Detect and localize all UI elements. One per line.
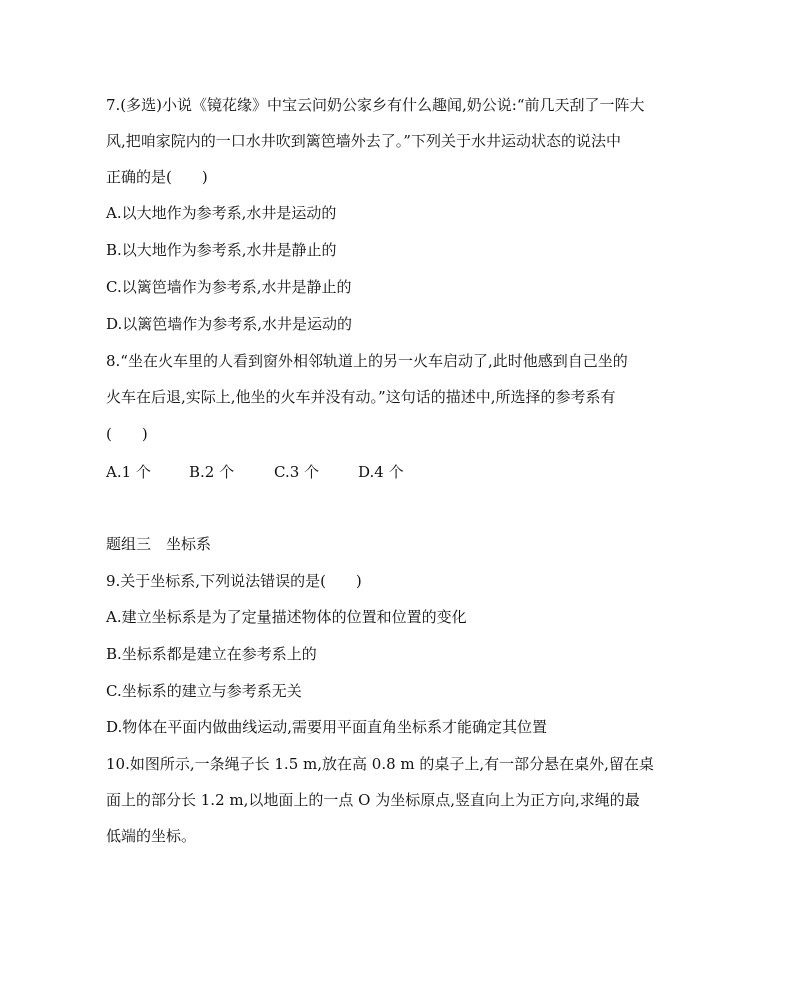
- question-9-option-c: C.坐标系的建立与参考系无关: [106, 682, 302, 700]
- question-7-stem-line-2: 风,把咱家院内的一口水井吹到篱笆墙外去了。”下列关于水井运动状态的说法中: [106, 132, 621, 150]
- question-8-option-b: B.2 个: [189, 463, 235, 481]
- section-heading: 题组三 坐标系: [106, 535, 212, 553]
- question-8-stem-line-1: 8.“坐在火车里的人看到窗外相邻轨道上的另一火车启动了,此时他感到自己坐的: [106, 352, 628, 370]
- question-9-option-a: A.建立坐标系是为了定量描述物体的位置和位置的变化: [106, 608, 467, 626]
- question-8-option-c: C.3 个: [274, 463, 320, 481]
- question-8-stem-line-2: 火车在后退,实际上,他坐的火车并没有动。”这句话的描述中,所选择的参考系有: [106, 388, 616, 406]
- question-7-stem-line-3: 正确的是( ): [106, 168, 208, 186]
- question-8-option-a: A.1 个: [106, 463, 151, 481]
- question-8-options: [106, 462, 404, 482]
- question-9-option-d: D.物体在平面内做曲线运动,需要用平面直角坐标系才能确定其位置: [106, 718, 548, 736]
- question-7-option-d: D.以篱笆墙作为参考系,水井是运动的: [106, 315, 353, 333]
- question-8-stem-line-3: ( ): [106, 425, 148, 443]
- question-7-option-a: A.以大地作为参考系,水井是运动的: [106, 204, 337, 222]
- question-7-option-c: C.以篱笆墙作为参考系,水井是静止的: [106, 278, 352, 296]
- question-10-stem-line-3: 低端的坐标。: [106, 827, 197, 845]
- question-7-stem-line-1: 7.(多选)小说《镜花缘》中宝云问奶公家乡有什么趣闻,奶公说:“前几天刮了一阵大: [106, 96, 645, 114]
- question-9-option-b: B.坐标系都是建立在参考系上的: [106, 645, 317, 663]
- question-7-option-b: B.以大地作为参考系,水井是静止的: [106, 241, 337, 259]
- question-10-stem-line-2: 面上的部分长 1.2 m,以地面上的一点 O 为坐标原点,竖直向上为正方向,求绳的最: [106, 791, 640, 809]
- question-9-stem: 9.关于坐标系,下列说法错误的是( ): [106, 572, 362, 590]
- question-10-stem-line-1: 10.如图所示,一条绳子长 1.5 m,放在高 0.8 m 的桌子上,有一部分悬在桌外,留在桌: [106, 755, 654, 773]
- question-8-option-d: D.4 个: [358, 463, 404, 481]
